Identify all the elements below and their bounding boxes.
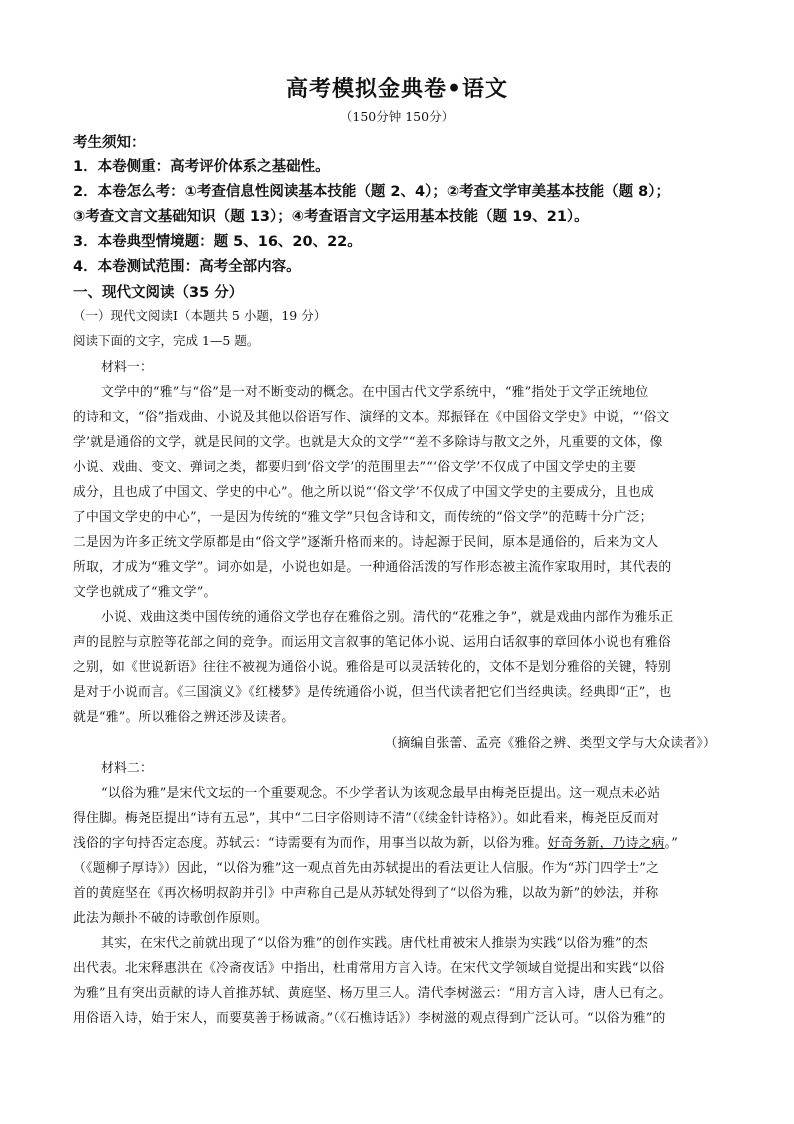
exam-duration-score: （150分钟 150分） <box>339 109 455 124</box>
underlined-phrase: 好奇务新，乃诗之病 <box>547 836 665 851</box>
paragraph-line: 就是“雅”。所以雅俗之辨还涉及读者。 <box>73 710 295 725</box>
reading-instruction: 阅读下面的文字，完成 1—5 题。 <box>73 333 260 348</box>
paragraph-line: 此法为颠扑不破的诗歌创作原则。 <box>73 911 268 926</box>
material-label: 材料二： <box>101 761 153 776</box>
paragraph-line: 成分，且也成了中国文、学史的中心”。他之所以说“‘俗文学’不仅成了中国文学史的主要成分，且也成 <box>73 485 654 500</box>
notice-item: ③考查文言文基础知识（题 13）；④考查语言文字运用基本技能（题 19、21）。 <box>73 209 589 225</box>
paragraph-line: 首的黄庭坚在《再次杨明叔韵并引》中声称自己是从苏轼处得到了“以俗为雅，以故为新”的妙法，并称 <box>73 886 659 901</box>
section-heading: 一、现代文阅读（35 分） <box>73 285 244 301</box>
notice-item: 4．本卷测试范围：高考全部内容。 <box>73 259 301 275</box>
paragraph-line: 得住脚。梅尧臣提出“诗有五忌”，其中“二曰字俗则诗不清”（《续金针诗格》）。如此看来，梅尧臣反而对 <box>73 811 660 826</box>
paragraph-line: 所取，才成为“雅文学”。词亦如是，小说也如是。一种通俗活泼的写作形态被主流作家取用时，其代表的 <box>73 560 672 575</box>
paragraph-line: 文学也就成了“雅文学”。 <box>73 585 217 600</box>
paragraph-line: 用俗语入诗，始于宋人，而要莫善于杨诚斋。”（《石樵诗话》）李树滋的观点得到广泛认可。“以俗为雅”的 <box>73 1011 666 1026</box>
notice-heading: 考生须知： <box>73 135 146 151</box>
paragraph-text: 浅俗的字句持否定态度。苏轼云：“诗需要有为而作，用事当以故为新，以俗为雅。 <box>73 836 548 851</box>
material-source: （摘编自张蕾、孟亮《雅俗之辨、类型文学与大众读者》） <box>384 736 716 751</box>
paragraph-line: 是对于小说而言。《三国演义》《红楼梦》是传统通俗小说，但当代读者把它们当经典读。经典即“正”，也 <box>73 685 672 700</box>
paragraph-line: 小说、戏曲、变文、弹词之类，都要归到‘俗文学’的范围里去”“‘俗文学’不仅成了中国文学史的主要 <box>73 460 637 475</box>
paragraph-line: 出代表。北宋释惠洪在《冷斋夜话》中指出，杜甫常用方言入诗。在宋代文学领域自觉提出和实践“以俗 <box>73 961 665 976</box>
paragraph-line: 的诗和文，“俗”指戏曲、小说及其他以俗语写作、演绎的文本。郑振铎在《中国俗文学史》中说，“‘俗文 <box>73 410 670 425</box>
paragraph-line: “以俗为雅”是宋代文坛的一个重要观念。不少学者认为该观念最早由梅尧臣提出。这一观点未必站 <box>101 786 661 801</box>
paragraph-line: 其实，在宋代之前就出现了“以俗为雅”的创作实践。唐代杜甫被宋人推崇为实践“以俗为雅”的杰 <box>101 936 648 951</box>
paragraph-line: 文学中的“雅”与“俗”是一对不断变动的概念。在中国古代文学系统中，“雅”指处于文学正统地位 <box>101 385 649 400</box>
subsection-heading: （一）现代文阅读Ⅰ（本题共 5 小题，19 分） <box>73 308 327 323</box>
paragraph-text: 。” <box>664 836 678 851</box>
paragraph-line: 声的昆腔与京腔等花部之间的竞争。而运用文言叙事的笔记体小说、运用白话叙事的章回体小说也有雅俗 <box>73 635 671 650</box>
paragraph-line: 小说、戏曲这类中国传统的通俗文学也存在雅俗之别。清代的“花雅之争”，就是戏曲内部作为雅乐正 <box>101 610 674 625</box>
page-title: 高考模拟金典卷•语文 <box>285 76 509 102</box>
notice-item: 2．本卷怎么考：①考查信息性阅读基本技能（题 2、4）；②考查文学审美基本技能（题 8）； <box>73 184 671 200</box>
paragraph-line: 二是因为许多正统文学原都是由“俗文学”逐渐升格而来的。诗起源于民间，原本是通俗的，后来为文人 <box>73 535 659 550</box>
material-label: 材料一： <box>101 360 153 375</box>
paragraph-line: （《题柳子厚诗》）因此，“以俗为雅”这一观点首先由苏轼提出的看法更让人信服。作为“苏门四学士”之 <box>73 861 660 876</box>
paragraph-line: 之别，如《世说新语》往往不被视为通俗小说。雅俗是可以灵活转化的，文体不是划分雅俗的关键，特别 <box>73 660 671 675</box>
paragraph-line: 为雅”且有突出贡献的诗人首推苏轼、黄庭坚、杨万里三人。清代李树滋云：“用方言入诗，唐人已有之。 <box>73 986 672 1001</box>
notice-item: 1．本卷侧重：高考评价体系之基础性。 <box>73 159 330 175</box>
paragraph-line <box>73 832 678 851</box>
paragraph-line: 学’就是通俗的文学，就是民间的文学。也就是大众的文学”“差不多除诗与散文之外，凡重要的文体，像 <box>73 435 663 450</box>
paragraph-line: 了中国文学史的中心”，一是因为传统的“雅文学”只包含诗和文，而传统的“俗文学”的范畴十分广泛； <box>73 510 653 525</box>
notice-item: 3．本卷典型情境题：题 5、16、20、22。 <box>73 234 362 250</box>
